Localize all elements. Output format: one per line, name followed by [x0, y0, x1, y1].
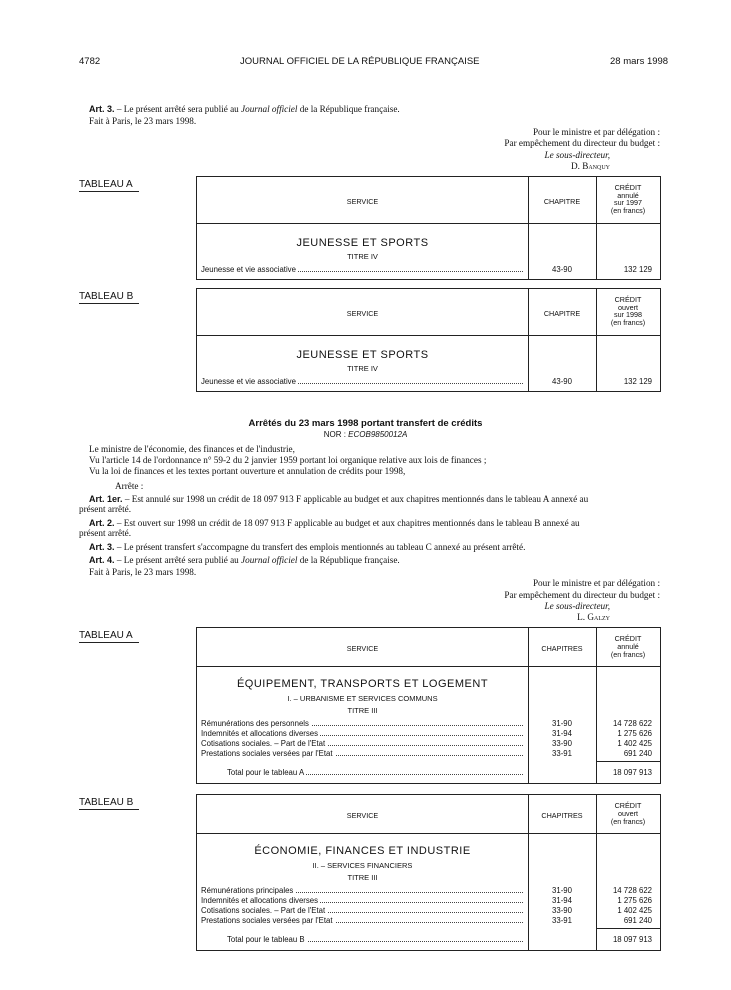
amount-value: 691 240: [623, 749, 652, 758]
section-heading: II. – SERVICES FINANCIERS: [312, 861, 413, 870]
article-1-paragraph: Art. 1er. – Est annulé sur 1998 un crédit de 18 097 913 F applicable au budget et aux chapitres mentionnés dans le tableau A annexé au: [89, 494, 589, 504]
signatory-name: L. Galzy: [577, 612, 610, 622]
chapitre-value: 31-94: [552, 729, 572, 738]
journal-name: Journal officiel: [241, 104, 298, 114]
titre-heading: TITRE IV: [347, 252, 378, 261]
table-row: Rémunérations principales: [197, 886, 528, 896]
amount-value: 132 129: [623, 377, 652, 386]
chapitre-value: 31-94: [552, 896, 572, 905]
ministry-title: JEUNESSE ET SPORTS: [296, 349, 429, 361]
credit-table-b-economie: [196, 794, 661, 951]
chapitre-value: 43-90: [552, 377, 572, 386]
table-row: Jeunesse et vie associative: [197, 265, 528, 275]
column-header-credit: CRÉDIT annulé sur 1997 (en francs): [610, 183, 646, 215]
table-row: Prestations sociales versées par l'Etat: [197, 916, 528, 926]
article-label: Art. 3.: [89, 104, 115, 114]
chapitre-value: 43-90: [552, 265, 572, 274]
column-header-service: SERVICE: [346, 309, 379, 318]
column-header-chapitre: CHAPITRES: [541, 644, 583, 653]
titre-heading: TITRE III: [347, 873, 378, 882]
journal-title: JOURNAL OFFICIEL DE LA RÉPUBLIQUE FRANÇAISE: [240, 56, 480, 67]
chapitre-value: 31-90: [552, 719, 572, 728]
page-number: 4782: [79, 56, 101, 67]
table-label: TABLEAU B: [79, 291, 139, 304]
column-header-service: SERVICE: [346, 197, 379, 206]
signature-line: Par empêchement du directeur du budget :: [504, 590, 660, 600]
chapitre-value: 33-90: [552, 906, 572, 915]
amount-value: 1 275 626: [617, 729, 652, 738]
amount-value: 14 728 622: [612, 719, 652, 728]
table-row: Prestations sociales versées par l'Etat: [197, 749, 528, 759]
table-row: Indemnités et allocations diverses: [197, 729, 528, 739]
decree-preamble: Vu l'article 14 de l'ordonnance n° 59-2 du 2 janvier 1959 portant loi organique relative aux lois de finances ;: [89, 455, 487, 465]
column-header-service: SERVICE: [346, 811, 379, 820]
ministry-title: ÉCONOMIE, FINANCES ET INDUSTRIE: [254, 845, 471, 857]
credit-table-b-jeunesse: [196, 288, 661, 392]
signatory-name: D. Banquy: [570, 161, 610, 171]
table-row: Jeunesse et vie associative: [197, 377, 528, 387]
ministry-title: JEUNESSE ET SPORTS: [296, 237, 429, 249]
issue-date: 28 mars 1998: [610, 56, 669, 67]
chapitre-value: 33-90: [552, 739, 572, 748]
titre-heading: TITRE III: [347, 706, 378, 715]
total-row: Total pour le tableau A: [197, 768, 528, 778]
ministry-title: ÉQUIPEMENT, TRANSPORTS ET LOGEMENT: [236, 678, 489, 690]
fait-a-paris: Fait à Paris, le 23 mars 1998.: [89, 567, 197, 577]
fait-a-paris: Fait à Paris, le 23 mars 1998.: [89, 116, 197, 126]
decree-preamble: Le ministre de l'économie, des finances et de l'industrie,: [89, 444, 295, 454]
signature-title: Le sous-directeur,: [544, 601, 610, 611]
article-3-paragraph: Art. 3. – Le présent transfert s'accompagne du transfert des emplois mentionnés au tableau C annexé au présent arrêté.: [89, 542, 526, 552]
article-continuation: présent arrêté.: [79, 528, 132, 538]
signature-title: Le sous-directeur,: [544, 150, 610, 160]
total-amount: 18 097 913: [612, 768, 652, 777]
signature-line: Pour le ministre et par délégation :: [532, 578, 660, 588]
column-header-chapitre: CHAPITRE: [543, 309, 581, 318]
article-text: de la République française.: [297, 104, 400, 114]
decree-preamble: Vu la loi de finances et les textes portant ouverture et annulation de crédits pour 1998,: [89, 466, 406, 476]
total-row: Total pour le tableau B: [197, 935, 528, 945]
signature-line: Par empêchement du directeur du budget :: [504, 138, 660, 148]
nor-reference: NOR : ECOB9850012A: [323, 430, 408, 439]
column-header-credit: CRÉDIT ouvert (en francs): [610, 801, 646, 826]
article-3-paragraph: [89, 104, 400, 115]
table-row: Rémunérations des personnels: [197, 719, 528, 729]
amount-value: 14 728 622: [612, 886, 652, 895]
table-label: TABLEAU A: [79, 630, 139, 643]
column-header-chapitre: CHAPITRES: [541, 811, 583, 820]
credit-table-a-equipement: [196, 627, 661, 784]
amount-value: 1 402 425: [617, 739, 652, 748]
amount-value: 691 240: [623, 916, 652, 925]
article-continuation: présent arrêté.: [79, 504, 132, 514]
article-4-paragraph: Art. 4. – Le présent arrêté sera publié au Journal officiel de la République française.: [89, 555, 400, 565]
chapitre-value: 33-91: [552, 916, 572, 925]
chapitre-value: 33-91: [552, 749, 572, 758]
credit-table-a-jeunesse: [196, 176, 661, 280]
table-row: Cotisations sociales. – Part de l'Etat: [197, 739, 528, 749]
amount-value: 1 275 626: [617, 896, 652, 905]
table-row: Cotisations sociales. – Part de l'Etat: [197, 906, 528, 916]
column-header-credit: CRÉDIT ouvert sur 1998 (en francs): [610, 295, 646, 327]
signature-line: Pour le ministre et par délégation :: [532, 127, 660, 137]
column-header-service: SERVICE: [346, 644, 379, 653]
arrete: Arrête :: [115, 481, 144, 491]
amount-value: 132 129: [623, 265, 652, 274]
amount-value: 1 402 425: [617, 906, 652, 915]
column-header-chapitre: CHAPITRE: [543, 197, 581, 206]
table-row: Indemnités et allocations diverses: [197, 896, 528, 906]
table-label: TABLEAU B: [79, 797, 139, 810]
chapitre-value: 31-90: [552, 886, 572, 895]
titre-heading: TITRE IV: [347, 364, 378, 373]
article-text: – Le présent arrêté sera publié au: [114, 104, 242, 114]
total-amount: 18 097 913: [612, 935, 652, 944]
section-heading: I. – URBANISME ET SERVICES COMMUNS: [287, 694, 438, 703]
decree-title: Arrêtés du 23 mars 1998 portant transfert de crédits: [248, 418, 483, 429]
column-header-credit: CRÉDIT annulé (en francs): [610, 634, 646, 659]
article-2-paragraph: Art. 2. – Est ouvert sur 1998 un crédit de 18 097 913 F applicable au budget et aux chapitres mentionnés dans le tableau B annexé au: [89, 518, 580, 528]
table-label: TABLEAU A: [79, 179, 139, 192]
